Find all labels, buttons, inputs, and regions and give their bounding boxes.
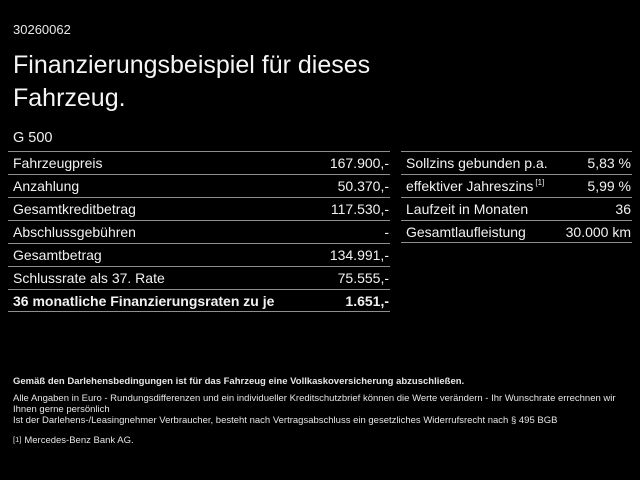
row-value: 167.900,- — [329, 155, 389, 171]
row-value: 5,99 % — [587, 178, 631, 194]
row-label: Gesamtbetrag — [13, 247, 102, 263]
table-row — [401, 174, 632, 197]
withdrawal-right-line: Ist der Darlehens-/Leasingnehmer Verbraucher, besteht nach Vertragsabschluss ein gesetzliches Widerrufsrecht nach § 495 BGB — [13, 415, 558, 426]
row-value: 36 — [615, 201, 631, 217]
row-value: 1.651,- — [345, 292, 389, 309]
insurance-requirement-note: Gemäß den Darlehensbedingungen ist für das Fahrzeug eine Vollkaskoversicherung abzuschließen. — [13, 376, 465, 387]
row-label: Anzahlung — [13, 178, 80, 194]
row-label: Gesamtkreditbetrag — [13, 201, 136, 217]
table-row-monthly-rate — [8, 289, 390, 312]
table-row — [8, 243, 390, 266]
legal-footer — [13, 376, 633, 446]
row-value: 117.530,- — [330, 201, 389, 217]
vehicle-model: G 500 — [13, 130, 53, 146]
row-label: 36 monatliche Finanzierungsraten zu je — [13, 292, 275, 309]
table-row — [8, 151, 390, 174]
disclaimer-line: Alle Angaben in Euro - Rundungsdifferenzen und ein individueller Kreditschutzbrief können die Werte verändern - Ihr Wunschrate errechnen wir Ihnen gerne persönlich — [13, 393, 616, 415]
row-value: 75.555,- — [337, 270, 389, 286]
footnote-marker: [1] — [535, 178, 545, 188]
table-row — [8, 197, 390, 220]
table-row — [8, 266, 390, 289]
row-label: Schlussrate als 37. Rate — [13, 270, 165, 286]
table-row — [401, 197, 632, 220]
reference-number: 30260062 — [13, 22, 71, 37]
table-row — [401, 220, 632, 243]
row-value: 134.991,- — [329, 247, 389, 263]
financing-cost-table — [8, 151, 390, 312]
row-value: 5,83 % — [587, 155, 631, 171]
row-value: - — [384, 224, 389, 240]
table-row — [8, 174, 390, 197]
row-label: Abschlussgebühren — [13, 224, 136, 240]
table-row — [8, 220, 390, 243]
row-label: Sollzins gebunden p.a. — [406, 155, 548, 171]
bank-footnote — [13, 434, 633, 446]
bank-name: Mercedes-Benz Bank AG. — [24, 435, 134, 446]
footnote-marker: [1] — [13, 435, 22, 444]
row-value: 50.370,- — [337, 178, 389, 194]
row-value: 30.000 km — [565, 223, 631, 240]
row-label: Laufzeit in Monaten — [406, 201, 529, 217]
page-title: Finanzierungsbeispiel für dieses Fahrzeug. — [13, 51, 371, 112]
row-label: Fahrzeugpreis — [13, 155, 103, 171]
row-label: effektiver Jahreszins [1] — [406, 178, 545, 194]
row-label: Gesamtlaufleistung — [406, 223, 526, 240]
table-row — [401, 151, 632, 174]
financing-terms-table — [401, 151, 632, 243]
